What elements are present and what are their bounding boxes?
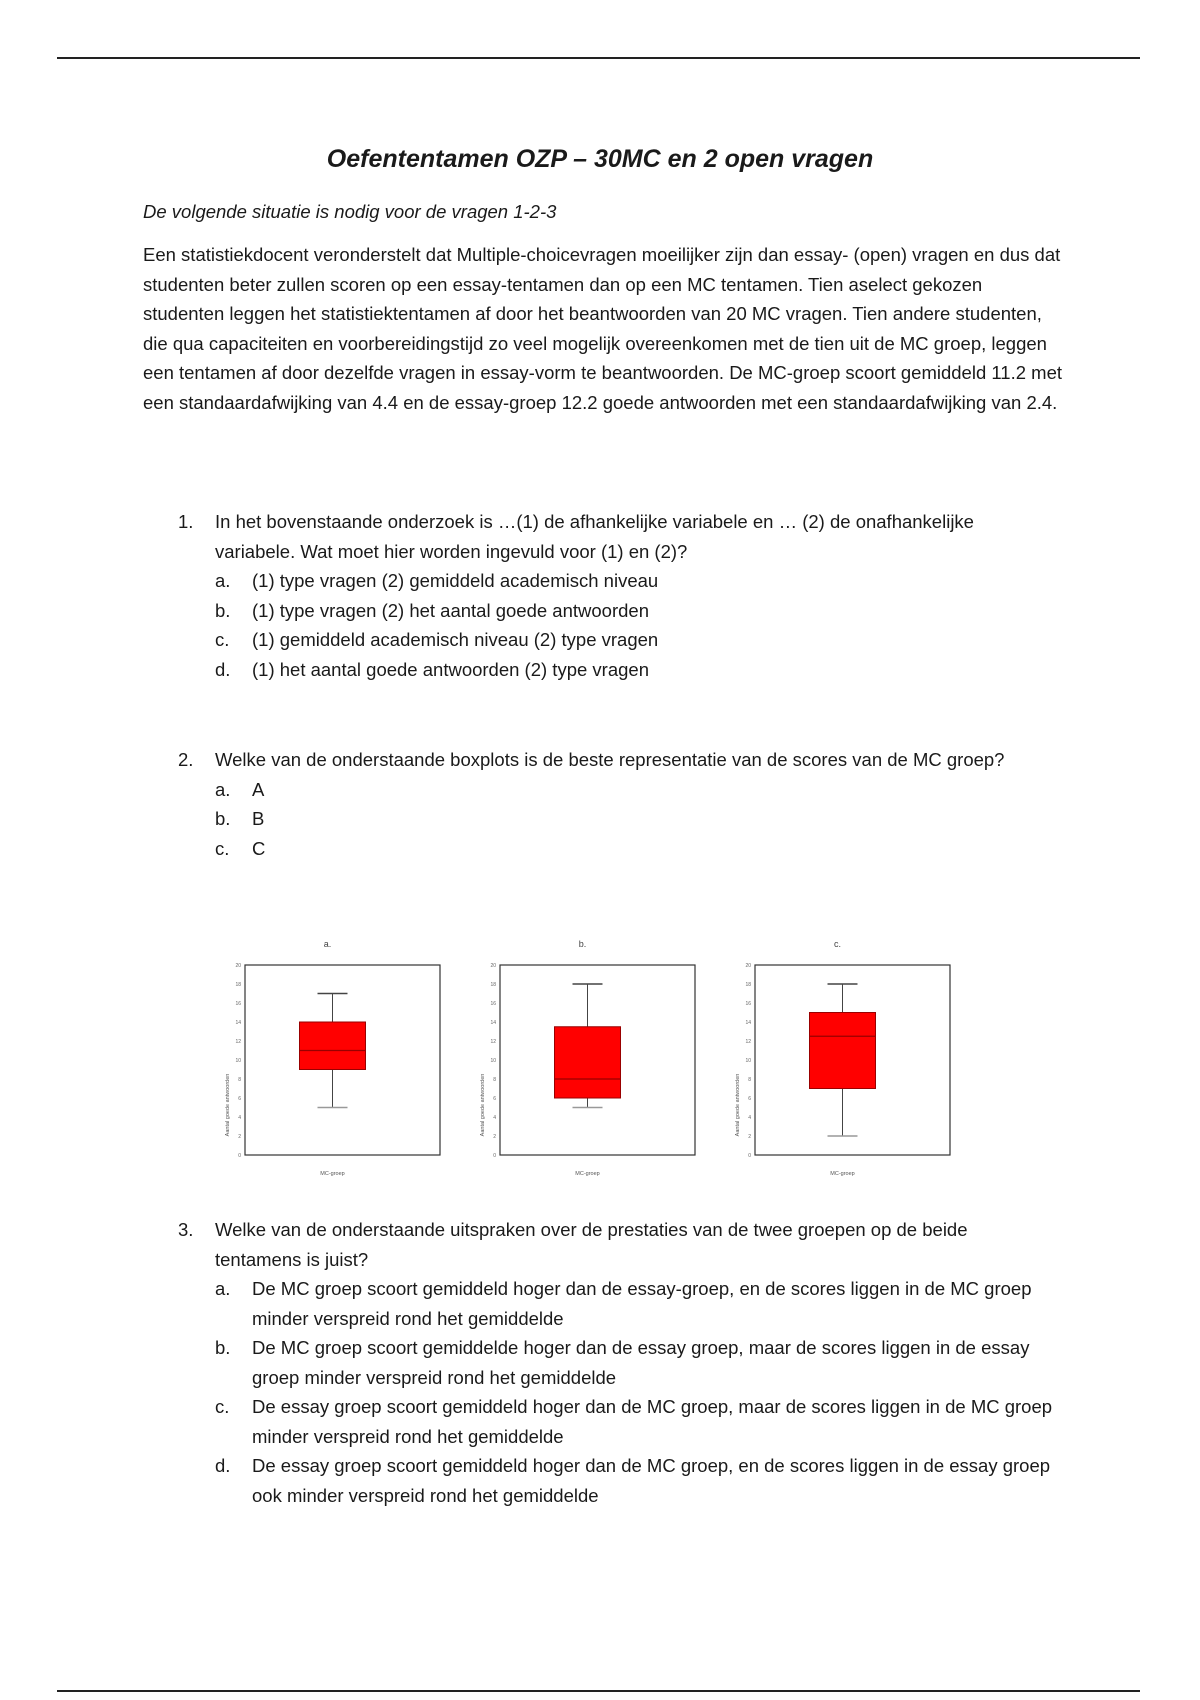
option-text: De MC groep scoort gemiddelde hoger dan de essay groep, maar de scores liggen in de essay groep minder verspreid rond het gemiddelde [252,1337,1030,1388]
option-letter: a. [215,1278,231,1299]
option [215,596,1058,626]
question-stem: In het bovenstaande onderzoek is …(1) de afhankelijke variabele en … (2) de onafhankelijke variabele. Wat moet hier worden ingevuld voor (1) en (2)? [215,511,974,562]
option [215,1274,1058,1333]
question-number: 1. [178,511,194,532]
y-tick-label: 2 [493,1134,496,1140]
option-text: (1) type vragen (2) gemiddeld academisch niveau [252,570,659,591]
option [215,566,1058,596]
y-tick-label: 0 [493,1153,496,1159]
y-tick-label: 6 [238,1096,241,1102]
x-axis-label: MC-groep [320,1171,345,1177]
y-tick-label: 2 [748,1134,751,1140]
option-letter: b. [215,1337,231,1358]
y-tick-label: 4 [238,1115,241,1121]
y-tick-label: 8 [493,1077,496,1083]
option-letter: b. [215,808,231,829]
y-tick-label: 4 [748,1115,751,1121]
box [555,1027,621,1098]
y-tick-label: 10 [490,1058,496,1064]
y-tick-label: 18 [745,982,751,988]
option-letter: c. [215,1396,230,1417]
top-rule [57,57,1140,59]
y-tick-label: 18 [235,982,241,988]
x-axis-label: MC-groep [575,1171,600,1177]
y-tick-label: 12 [490,1039,496,1045]
question-2 [178,745,1058,863]
option [215,625,1058,655]
y-tick-label: 14 [235,1020,241,1026]
option [215,1333,1058,1392]
x-axis-label: MC-groep [830,1171,855,1177]
y-tick-label: 6 [748,1096,751,1102]
y-tick-label: 16 [490,1001,496,1007]
y-tick-label: 16 [235,1001,241,1007]
option-text: (1) gemiddeld academisch niveau (2) type vragen [252,629,659,650]
question-1 [178,507,1058,684]
y-tick-label: 20 [490,963,496,969]
option [215,775,1058,805]
y-tick-label: 12 [745,1039,751,1045]
bottom-rule [57,1690,1140,1692]
option-text: B [252,808,265,829]
question-number: 3. [178,1219,194,1240]
option-text: A [252,778,265,800]
y-axis-label: Aantal goede antwoorden [225,1073,231,1137]
y-tick-label: 2 [238,1134,241,1140]
chart-title: b. [578,939,587,949]
option-letter: d. [215,658,231,680]
y-tick-label: 6 [493,1096,496,1102]
option [215,834,1058,864]
option-letter: d. [215,1455,231,1476]
intro-paragraph: Een statistiekdocent veronderstelt dat Multiple-choicevragen moeilijker zijn dan essay- (open) vragen en dus dat studenten beter zullen scoren op een essay-tentamen dan op een MC tentamen. Tien aselect gekozen studenten leggen het statistiektentamen af door het beantwoorden van 20 MC vragen. Tien andere studenten, die qua capaciteiten en voorbereidingstijd zo veel mogelijk overeenkomen met de tien uit de MC groep, leggen een tentamen af door dezelfde vragen in essay-vorm te beantwoorden. De MC-groep scoort gemiddeld 11.2 met een standaardafwijking van 4.4 en de essay-groep 12.2 goede antwoorden met een standaardafwijking van 2.4. [143,244,1063,413]
boxplot-figure [215,925,975,1185]
question-3 [178,1215,1058,1510]
y-tick-label: 20 [235,963,241,969]
option-text: (1) het aantal goede antwoorden (2) type vragen [252,658,649,680]
y-tick-label: 4 [493,1115,496,1121]
chart-title: a. [323,939,332,949]
option [215,804,1058,834]
y-axis-label: Aantal goede antwoorden [735,1073,741,1137]
option [215,1451,1058,1510]
option-letter: b. [215,599,231,621]
option-text: De essay groep scoort gemiddeld hoger dan de MC groep, en de scores liggen in de essay groep ook minder verspreid rond het gemiddelde [252,1455,1051,1506]
option [215,655,1058,685]
option-text: De essay groep scoort gemiddeld hoger dan de MC groep, maar de scores liggen in de MC groep minder verspreid rond het gemiddelde [252,1396,1053,1447]
page-title: Oefententamen OZP – 30MC en 2 open vragen [326,145,874,173]
option-text: (1) type vragen (2) het aantal goede antwoorden [252,599,649,621]
option-letter: c. [215,629,230,650]
question-number: 2. [178,749,194,770]
y-tick-label: 8 [748,1077,751,1083]
box [300,1022,366,1070]
y-tick-label: 10 [235,1058,241,1064]
option-letter: a. [215,778,231,800]
y-tick-label: 0 [748,1153,751,1159]
option-letter: c. [215,837,230,859]
chart-title: c. [833,939,842,949]
box [810,1013,876,1089]
option-text: De MC groep scoort gemiddeld hoger dan de essay-groep, en de scores liggen in de MC groep minder verspreid rond het gemiddelde [252,1278,1032,1329]
option-letter: a. [215,570,231,591]
option [215,1392,1058,1451]
option-text: C [252,837,266,859]
y-tick-label: 12 [235,1039,241,1045]
intro-heading: De volgende situatie is nodig voor de vragen 1-2-3 [143,201,557,222]
y-tick-label: 10 [745,1058,751,1064]
y-tick-label: 16 [745,1001,751,1007]
question-stem: Welke van de onderstaande uitspraken over de prestaties van de twee groepen op de beide tentamens is juist? [215,1219,968,1270]
y-axis-label: Aantal goede antwoorden [480,1073,486,1137]
y-tick-label: 14 [490,1020,496,1026]
y-tick-label: 8 [238,1077,241,1083]
y-tick-label: 0 [238,1153,241,1159]
y-tick-label: 20 [745,963,751,969]
y-tick-label: 14 [745,1020,751,1026]
question-stem: Welke van de onderstaande boxplots is de beste representatie van de scores van de MC groep? [215,749,1005,770]
y-tick-label: 18 [490,982,496,988]
